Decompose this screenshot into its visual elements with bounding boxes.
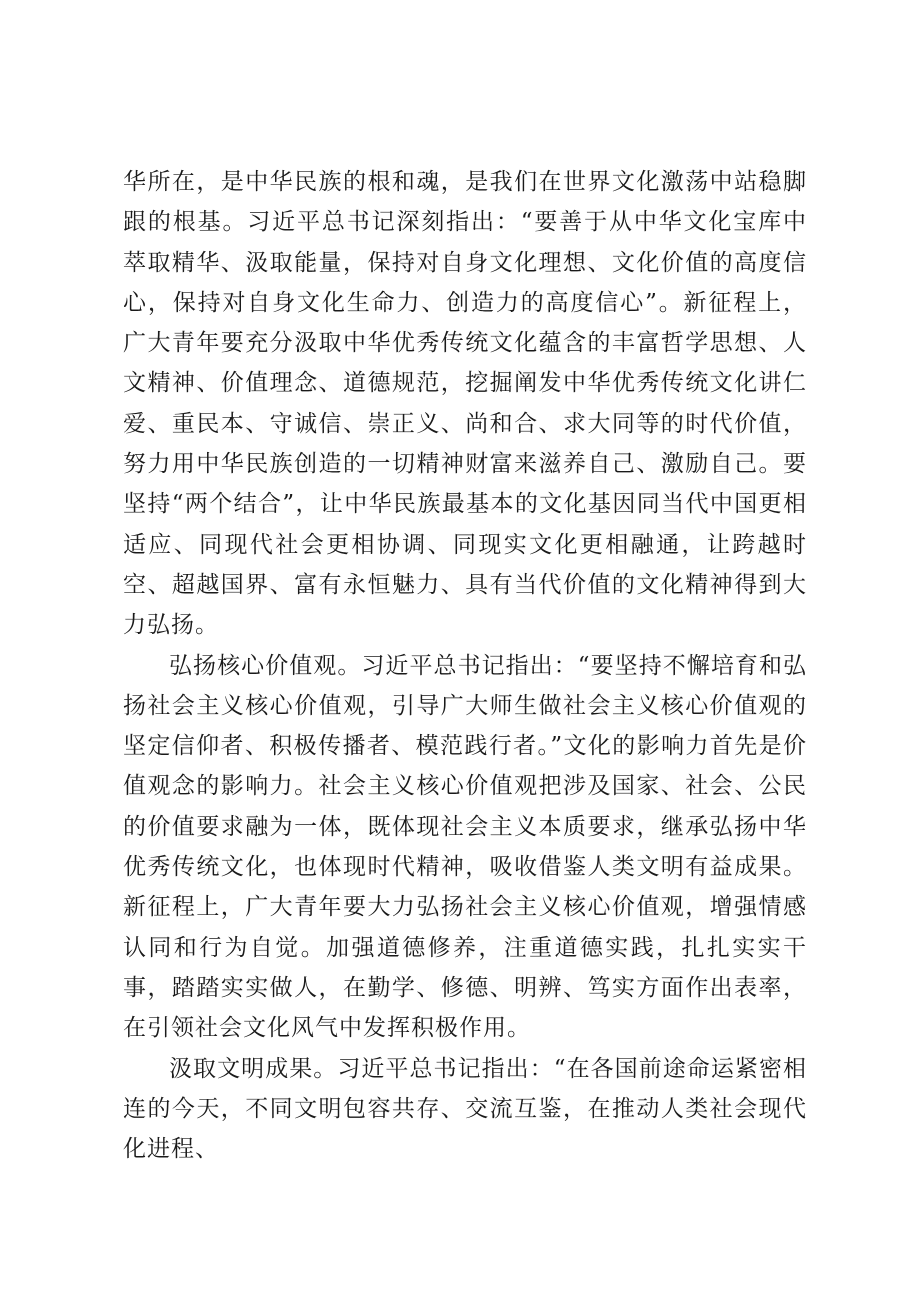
- paragraph-civilization-achievements: 汲取文明成果。习近平总书记指出：“在各国前途命运紧密相连的今天，不同文明包容共存、交流互鉴，在推动人类社会现代化进程、: [123, 1055, 807, 1163]
- paragraph-core-values: 弘扬核心价值观。习近平总书记指出：“要坚持不懈培育和弘扬社会主义核心价值观，引导广大师生做社会主义核心价值观的坚定信仰者、积极传播者、模范践行者。”文化的影响力首先是价值观念的影响力。社会主义核心价值观把涉及国家、社会、公民的价值要求融为一体，既体现社会主义本质要求，继承弘扬中华优秀传统文化，也体现时代精神，吸收借鉴人类文明有益成果。新征程上，广大青年要大力弘扬社会主义核心价值观，增强情感认同和行为自觉。加强道德修养，注重道德实践，扎扎实实干事，踏踏实实做人，在勤学、修德、明辨、笃实方面作出表率，在引领社会文化风气中发挥积极作用。: [123, 652, 807, 1042]
- document-body: [123, 162, 807, 1169]
- paragraph-cultural-heritage: 华所在，是中华民族的根和魂，是我们在世界文化激荡中站稳脚跟的根基。习近平总书记深刻指出：“要善于从中华文化宝库中萃取精华、汲取能量，保持对自身文化理想、文化价值的高度信心，保持对自身文化生命力、创造力的高度信心”。新征程上，广大青年要充分汲取中华优秀传统文化蕴含的丰富哲学思想、人文精神、价值理念、道德规范，挖掘阐发中华优秀传统文化讲仁爱、重民本、守诚信、崇正义、尚和合、求大同等的时代价值，努力用中华民族创造的一切精神财富来滋养自己、激励自己。要坚持“两个结合”，让中华民族最基本的文化基因同当代中国更相适应、同现代社会更相协调、同现实文化更相融通，让跨越时空、超越国界、富有永恒魅力、具有当代价值的文化精神得到大力弘扬。: [123, 169, 807, 639]
